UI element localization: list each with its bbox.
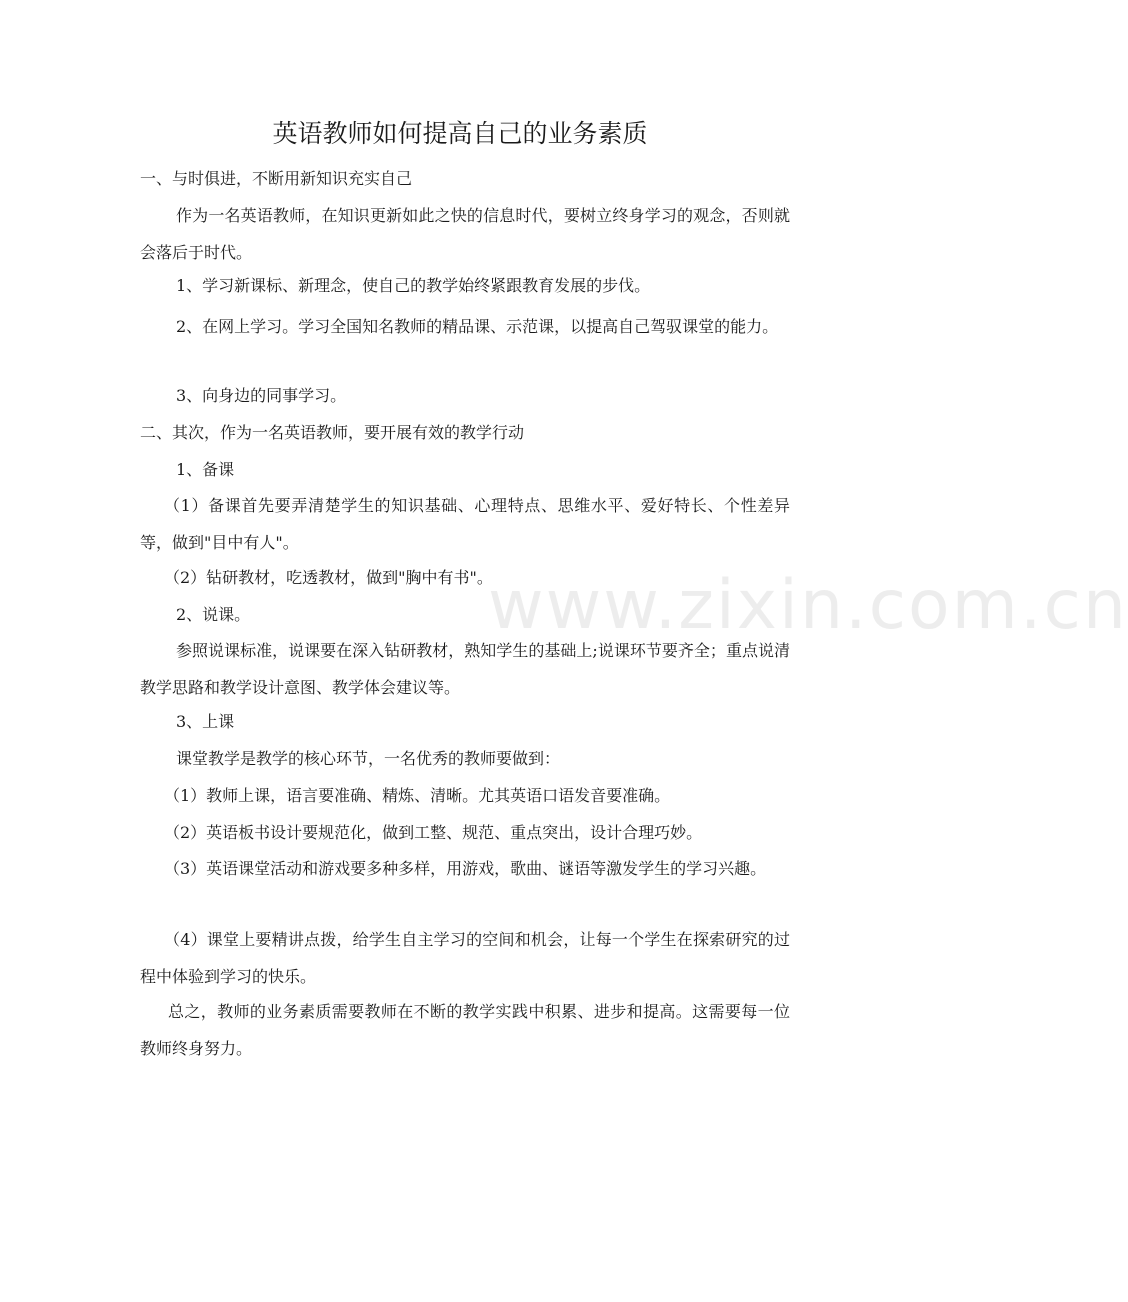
list-item: （3）英语课堂活动和游戏要多种多样，用游戏，歌曲、谜语等激发学生的学习兴趣。 [164,859,767,878]
paragraph: 作为一名英语教师，在知识更新如此之快的信息时代，要树立终身学习的观念，否则就会落后于时代。 [140,206,790,262]
document-title: 英语教师如何提高自己的业务素质 [272,119,648,148]
subheading: 3、上课 [176,712,235,731]
watermark: www.zixin.com.cn [488,566,1128,645]
subheading: 1、备课 [176,460,235,479]
list-item: （4）课堂上要精讲点拨，给学生自主学习的空间和机会，让每一个学生在探索研究的过程中体验到学习的快乐。 [140,930,790,986]
section-heading-1: 一、与时俱进，不断用新知识充实自己 [140,169,413,188]
list-item: （2）钻研教材，吃透教材，做到"胸中有书"。 [164,568,493,587]
list-item: （1）备课首先要弄清楚学生的知识基础、心理特点、思维水平、爱好特长、个性差异等，做到"目中有人"。 [140,496,790,552]
list-item: （1）教师上课，语言要准确、精炼、清晰。尤其英语口语发音要准确。 [164,786,671,805]
list-item: 3、向身边的同事学习。 [176,386,347,405]
paragraph: 课堂教学是教学的核心环节，一名优秀的教师要做到： [176,749,561,768]
paragraph-conclusion: 总之，教师的业务素质需要教师在不断的教学实践中积累、进步和提高。这需要每一位教师终身努力。 [140,1002,790,1058]
subheading: 2、说课。 [176,605,251,624]
section-heading-2: 二、其次，作为一名英语教师，要开展有效的教学行动 [140,423,525,442]
paragraph: 参照说课标准，说课要在深入钻研教材，熟知学生的基础上;说课环节要齐全；重点说清教学思路和教学设计意图、教学体会建议等。 [140,641,790,697]
list-item: （2）英语板书设计要规范化，做到工整、规范、重点突出，设计合理巧妙。 [164,823,703,842]
list-item: 1、学习新课标、新理念，使自己的教学始终紧跟教育发展的步伐。 [176,276,651,295]
list-item: 2、在网上学习。学习全国知名教师的精品课、示范课，以提高自己驾驭课堂的能力。 [176,317,779,336]
